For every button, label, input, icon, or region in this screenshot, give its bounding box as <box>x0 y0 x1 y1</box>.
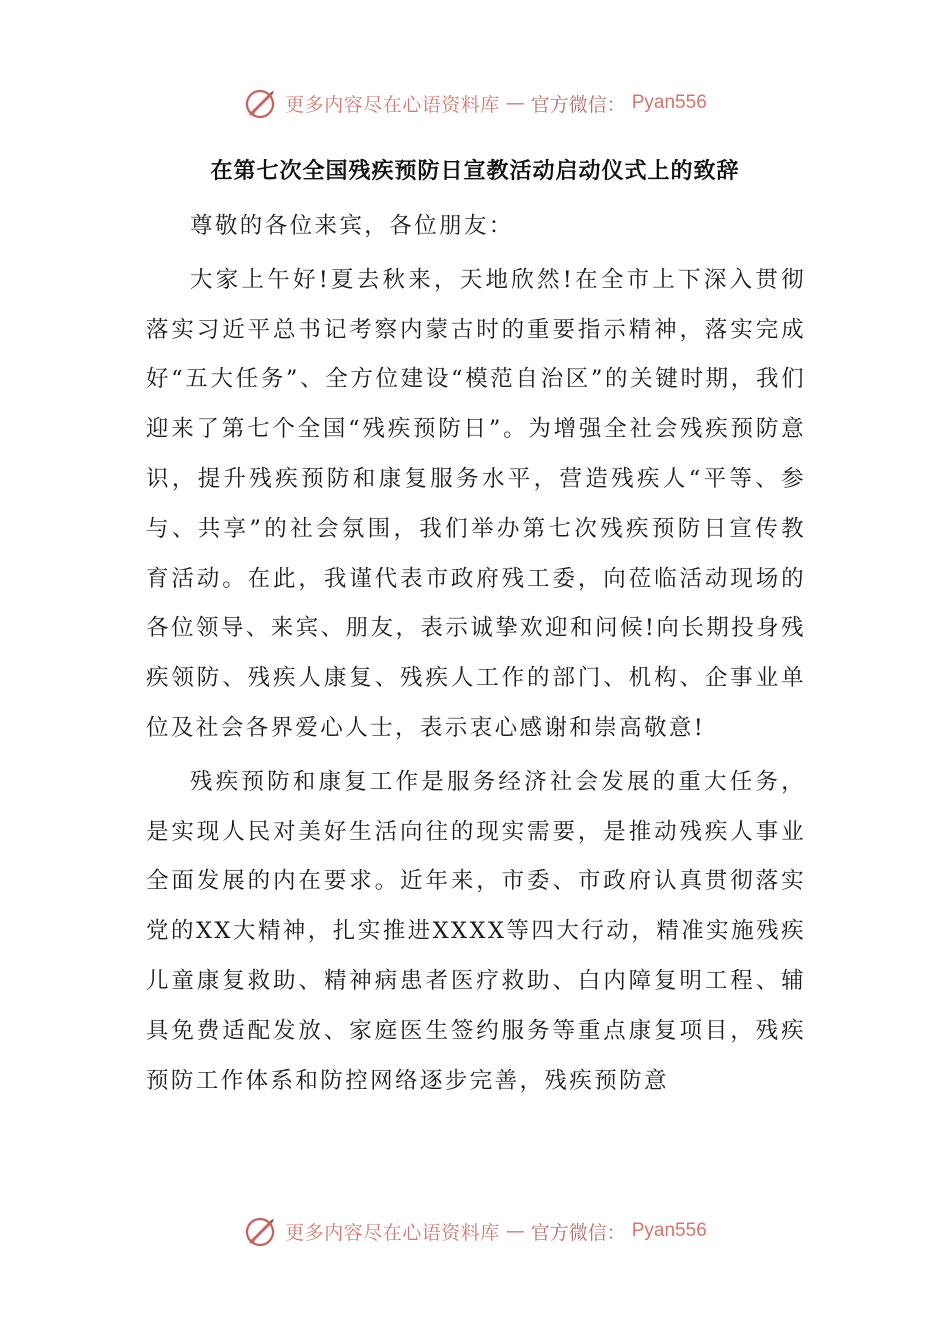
watermark-header <box>0 83 950 123</box>
watermark-separator: — <box>505 92 525 114</box>
watermark-official-label: 官方微信： <box>530 1221 626 1244</box>
watermark-footer <box>0 1211 950 1251</box>
watermark-text: 更多内容尽在心语资料库 <box>285 1221 500 1244</box>
paragraph-1: 大家上午好!夏去秋来，天地欣然!在全市上下深入贯彻落实习近平总书记考察内蒙古时的重要指示精神，落实完成好“五大任务”、全方位建设“模范自治区”的关键时期，我们迎来了第七个全国“残疾预防日”。为增强全社会残疾预防意识，提升残疾预防和康复服务水平，营造残疾人“平等、参与、共享”的社会氛围，我们举办第七次残疾预防日宣传教育活动。在此，我谨代表市政府残工委，向莅临活动现场的各位领导、来宾、朋友，表示诚挚欢迎和问候!向长期投身残疾领防、残疾人康复、残疾人工作的部门、机构、企事业单位及社会各界爱心人士，表示衷心感谢和崇高敬意! <box>146 266 806 741</box>
document-body <box>146 202 806 1106</box>
watermark-separator: — <box>505 1220 525 1242</box>
pen-logo-icon <box>243 85 279 121</box>
document-title: 在第七次全国残疾预防日宣教活动启动仪式上的致辞 <box>210 159 740 184</box>
salutation: 尊敬的各位来宾，各位朋友： <box>190 213 514 239</box>
watermark-official-label: 官方微信： <box>530 93 626 116</box>
watermark-wechat-id: Pyan556 <box>631 1220 707 1241</box>
pen-logo-icon <box>243 1213 279 1249</box>
watermark-text: 更多内容尽在心语资料库 <box>285 93 500 116</box>
watermark-wechat-id: Pyan556 <box>631 92 707 113</box>
paragraph-2: 残疾预防和康复工作是服务经济社会发展的重大任务，是实现人民对美好生活向往的现实需要，是推动残疾人事业全面发展的内在要求。近年来，市委、市政府认真贯彻落实党的XX大精神，扎实推进XXXX等四大行动，精准实施残疾儿童康复救助、精神病患者医疗救助、白内障复明工程、辅具免费适配发放、家庭医生签约服务等重点康复项目，残疾预防工作体系和防控网络逐步完善，残疾预防意 <box>146 768 806 1094</box>
